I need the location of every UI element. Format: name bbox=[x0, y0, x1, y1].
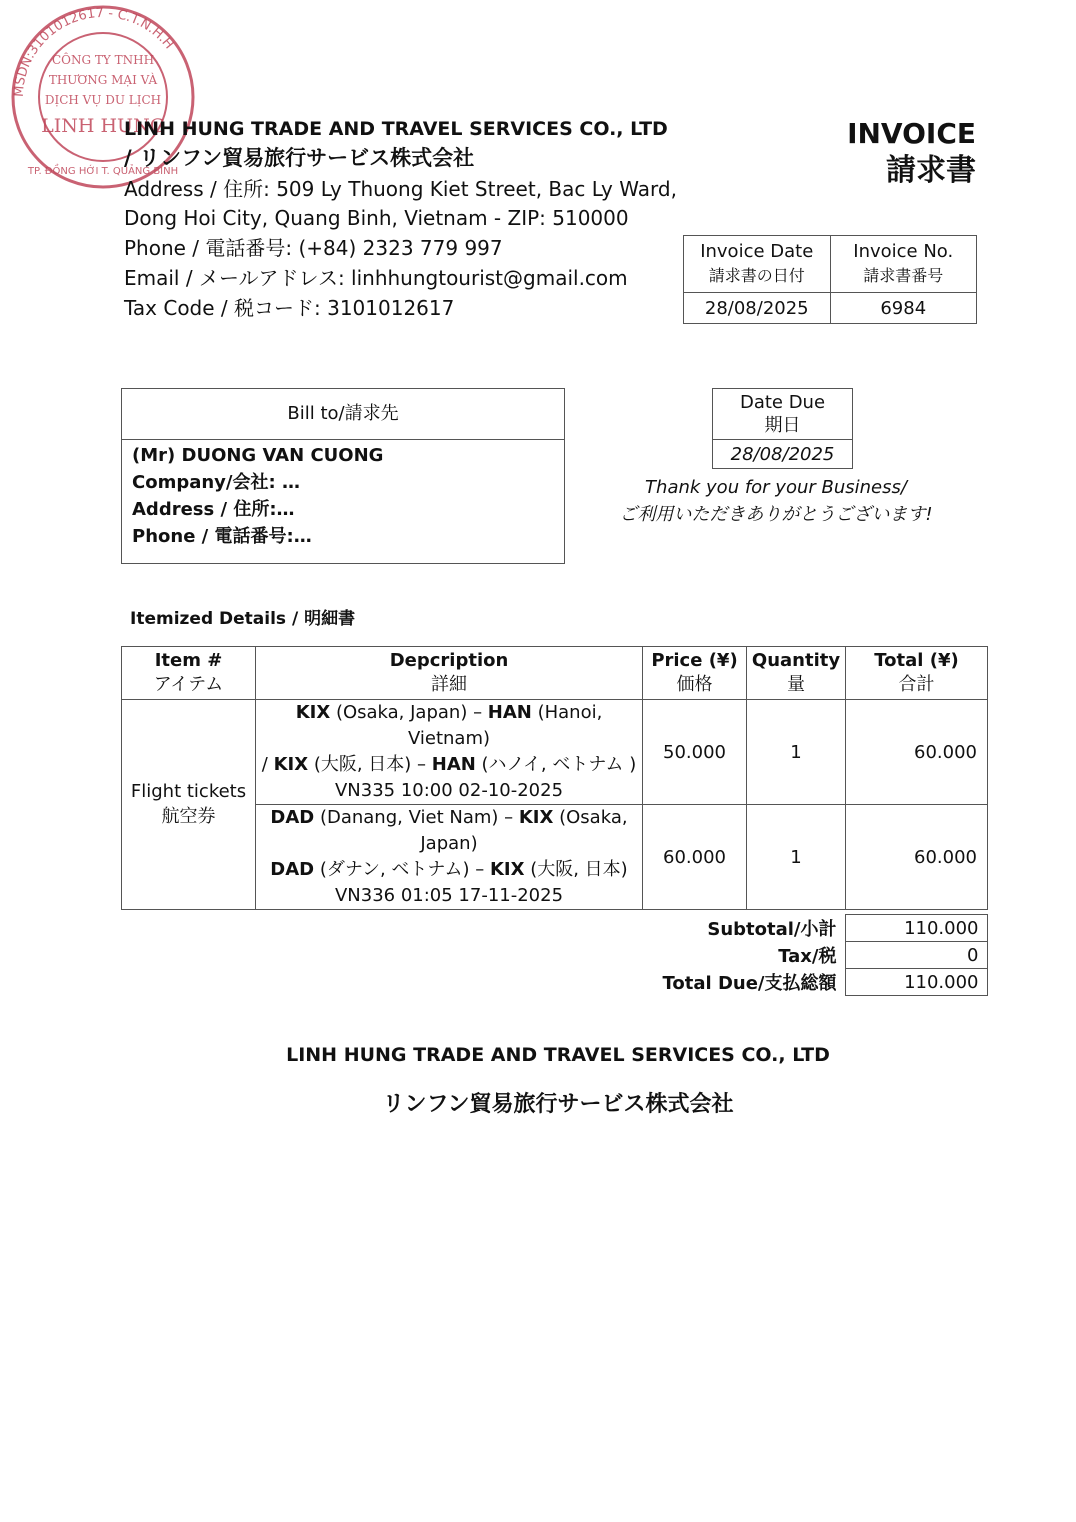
subtotal-value: 110.000 bbox=[845, 915, 987, 942]
bill-to-address: Address / 住所:… bbox=[132, 499, 295, 520]
date-due-value: 28/08/2025 bbox=[713, 440, 853, 469]
stamp-ring-text: MSDN:3101012617 - C.T.N.H.H bbox=[11, 5, 177, 98]
quantity-cell: 1 bbox=[747, 805, 846, 910]
col-header-item: Item # アイテム bbox=[122, 647, 256, 700]
quantity-cell: 1 bbox=[747, 700, 846, 805]
total-due-value: 110.000 bbox=[845, 969, 987, 996]
invoice-title-jp: 請求書 bbox=[886, 153, 976, 188]
total-cell: 60.000 bbox=[846, 805, 988, 910]
company-phone: Phone / 電話番号: (+84) 2323 779 997 bbox=[124, 236, 503, 260]
invoice-no-label-en: Invoice No. bbox=[853, 241, 954, 262]
stamp-line3: DỊCH VỤ DU LỊCH bbox=[44, 93, 162, 107]
tax-label: Tax/税 bbox=[778, 946, 837, 967]
invoice-number: 6984 bbox=[830, 293, 977, 324]
invoice-meta-table bbox=[683, 235, 977, 324]
invoice-no-label-jp: 請求書番号 bbox=[863, 266, 944, 285]
stamp-line2: THƯƠNG MẠI VÀ bbox=[48, 73, 158, 87]
date-due-label-en: Date Due bbox=[739, 392, 826, 413]
date-due-label bbox=[713, 389, 853, 440]
bill-to-header: Bill to/請求先 bbox=[122, 389, 564, 440]
total-cell: 60.000 bbox=[846, 700, 988, 805]
items-table bbox=[121, 646, 988, 910]
invoice-date-label-en: Invoice Date bbox=[700, 241, 814, 262]
stamp-line1: CÔNG TY TNHH bbox=[51, 53, 155, 67]
footer-company-en: LINH HUNG TRADE AND TRAVEL SERVICES CO., LTD bbox=[286, 1044, 830, 1066]
item-name-jp: 航空券 bbox=[161, 806, 216, 827]
total-due-label: Total Due/支払総額 bbox=[662, 973, 837, 994]
col-header-total: Total (¥) 合計 bbox=[846, 647, 988, 700]
invoice-title-en: INVOICE bbox=[847, 117, 976, 150]
tax-value: 0 bbox=[845, 942, 987, 969]
items-header-row bbox=[122, 647, 988, 700]
date-due-table bbox=[712, 388, 853, 469]
company-address-line1: Address / 住所: 509 Ly Thuong Kiet Street, Bac Ly Ward, bbox=[124, 177, 677, 201]
table-row bbox=[122, 700, 988, 805]
company-address-line2: Dong Hoi City, Quang Binh, Vietnam - ZIP: 510000 bbox=[124, 206, 629, 230]
invoice-date: 28/08/2025 bbox=[684, 293, 831, 324]
bill-to-phone: Phone / 電話番号:… bbox=[132, 526, 312, 547]
bill-to-name: (Mr) DUONG VAN CUONG bbox=[132, 445, 384, 466]
date-due-label-jp: 期日 bbox=[764, 415, 801, 436]
item-name-en: Flight tickets bbox=[130, 781, 247, 802]
company-tax-code: Tax Code / 税コード: 3101012617 bbox=[124, 296, 455, 320]
bill-to-company: Company/会社: … bbox=[132, 472, 300, 493]
stamp-line4: LINH HUNG bbox=[41, 115, 165, 137]
col-header-price: Price (¥) 価格 bbox=[643, 647, 747, 700]
col-header-quantity: Quantity 量 bbox=[747, 647, 846, 700]
stamp-bottom-text: TP. ĐỒNG HỚI T. QUẢNG BÌNH bbox=[27, 166, 179, 177]
company-name-en: LINH HUNG TRADE AND TRAVEL SERVICES CO., LTD bbox=[124, 118, 668, 140]
thank-you-line2: ご利用いただきありがとうございます! bbox=[619, 504, 933, 525]
item-cell bbox=[122, 700, 256, 910]
company-email: Email / メールアドレス: linhhungtourist@gmail.com bbox=[124, 266, 628, 290]
price-cell: 50.000 bbox=[643, 700, 747, 805]
company-name-jp: / リンフン貿易旅行サービス株式会社 bbox=[124, 146, 475, 170]
description-cell: DAD (Danang, Viet Nam) – KIX (Osaka, Japan) DAD (ダナン, ベトナム) – KIX (大阪, 日本) VN336 01:05 17-11-2025 bbox=[256, 805, 643, 910]
invoice-no-label bbox=[830, 236, 977, 293]
invoice-title bbox=[847, 116, 976, 190]
subtotal-label: Subtotal/小計 bbox=[707, 919, 837, 940]
price-cell: 60.000 bbox=[643, 805, 747, 910]
totals-table bbox=[600, 914, 988, 996]
col-header-description: Depcription 詳細 bbox=[256, 647, 643, 700]
invoice-date-label-jp: 請求書の日付 bbox=[708, 266, 805, 285]
description-cell: KIX (Osaka, Japan) – HAN (Hanoi, Vietnam) / KIX (大阪, 日本) – HAN (ハノイ, ベトナム ) VN335 10:00 02-10-2025 bbox=[256, 700, 643, 805]
footer-company-jp: リンフン貿易旅行サービス株式会社 bbox=[382, 1092, 734, 1117]
thank-you-line1: Thank you for your Business/ bbox=[645, 477, 907, 498]
itemized-details-title: Itemized Details / 明細書 bbox=[130, 609, 356, 629]
thank-you-note bbox=[600, 474, 952, 528]
bill-to-box bbox=[121, 388, 565, 564]
invoice-date-label bbox=[684, 236, 831, 293]
